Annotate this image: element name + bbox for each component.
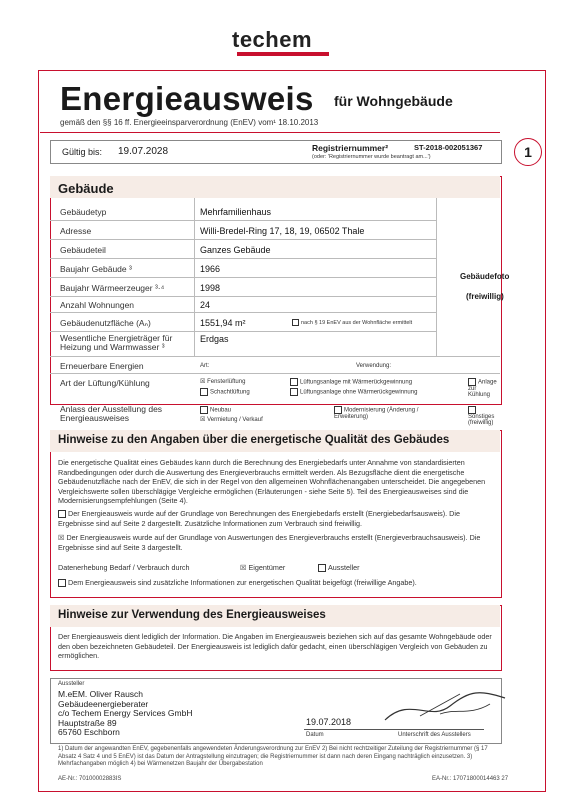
option-zusatzinfo-text: Dem Energieausweis sind zusätzliche Informationen zur energetischen Qualität beigefügt (freiwillige Angabe). [68, 578, 417, 587]
aussteller-option-label: Aussteller [328, 563, 360, 572]
row-label-baujahr-waermeerzeuger: Baujahr Wärmeerzeuger ³·⁴ [60, 283, 165, 293]
option-verbrauchsausweis-text: Der Energieausweis wurde auf der Grundlage von Auswertungen des Energieverbrauchs erstellt (Energieverbrauchsausweis). Die Ergebnisse sind auf Seite 3 dargestellt. [58, 533, 481, 552]
erneuerbar-art: Art: [200, 363, 210, 369]
lueftung-opt-schacht [200, 388, 250, 396]
aussteller-line: M.eEM. Oliver Rausch [58, 689, 144, 699]
option-bedarfsausweis-text: Der Energieausweis wurde auf der Grundlage von Berechnungen des Energiebedarfs erstellt (Energiebedarfsausweis). Die Ergebnisse sind auf Seite 2 dargestellt. Zusätzliche Informationen zum Verbrauch sind freiwillig. [58, 509, 460, 528]
row-divider [50, 312, 436, 313]
law-reference: gemäß den §§ 16 ff. Energieeinsparverordnung (EnEV) vom¹ 18.10.2013 [60, 118, 319, 127]
datenerhebung-label: Datenerhebung Bedarf / Verbrauch durch [58, 563, 190, 572]
logo-underline [237, 52, 329, 56]
gebaeude-heading: Gebäude [58, 181, 114, 196]
row-value-energietraeger: Erdgas [200, 334, 229, 344]
lueftung-opt-label: Schachtlüftung [210, 389, 250, 396]
hinweise-qualitaet-text: Die energetische Qualität eines Gebäudes kann durch die Berechnung des Energiebedarfs unter Annahme von standardisierten Randbedingungen oder durch die Auswertung des Energieverbrauchs ermittelt werden. Als Bezugsfläche dient die energetische Gebäudenutzfläche nach der EnEV, die sich in der Regel von den allgemeinen Wohnflächenangaben unterscheidet. Die angegebenen Vergleichswerte sollen überschlägige Vergleiche ermöglichen (Erläuterungen - siehe Seite 5). Teil des Energieausweises sind die Modernisierungsempfehlungen (Seite 4). [58, 458, 486, 505]
lueftung-opt-label: Lüftungsanlage mit Wärmerückgewinnung [300, 379, 413, 386]
row-divider [50, 331, 436, 332]
lueftung-opt-ohne-wrg [290, 388, 417, 396]
photo-sublabel: (freiwillig) [466, 292, 504, 301]
checkbox-icon [290, 388, 298, 396]
registration-note: (oder: 'Registriernummer wurde beantragt am...') [312, 154, 431, 160]
row-label-erneuerbar: Erneuerbare Energien [60, 361, 144, 371]
row-divider [50, 220, 436, 221]
checkbox-checked-icon: ☒ [200, 379, 206, 385]
gebaeude-header-bg [50, 176, 500, 198]
checkbox-icon [58, 579, 66, 587]
anlass-opt-label: Modernisierung (Änderung / Erweiterung) [334, 407, 419, 420]
row-divider [50, 296, 436, 297]
techem-logo: techem [232, 27, 313, 52]
footnotes: 1) Datum der angewandten EnEV, gegebenenfalls angewendeten Änderungsverordnung zur EnEV 2) Bei nicht rechtzeitiger Zuteilung der Registriernummer (§ 17 Absatz 4 Satz 4 und 5 EnEV) ist das Datum der Antragstellung einzutragen; die Registriernummer ist dann nach deren Eingang nachträglich einzusetzen. 3) Mehrfachangaben möglich 4) bei Wärmenetzen Baujahr der Übergabestation [58, 746, 488, 767]
row-divider [50, 277, 436, 278]
lueftung-opt-label: Anlage zur Kühlung [468, 379, 497, 398]
checkbox-icon [58, 510, 66, 518]
registration-label: Registriernummer² [312, 143, 389, 153]
anlass-opt-label: Sonstiges (freiwillig) [468, 414, 495, 426]
hinweise-verwendung-heading: Hinweise zur Verwendung des Energieausweises [58, 609, 326, 621]
signature-image [380, 686, 510, 728]
row-value-wohnungen: 24 [200, 300, 211, 310]
lueftung-opt-kuehlung [468, 378, 498, 398]
row-divider [50, 356, 500, 357]
row-label-lueftung: Art der Lüftung/Kühlung [60, 378, 150, 388]
title-divider [40, 132, 500, 133]
issue-date: 19.07.2018 [306, 717, 352, 727]
row-value-baujahr: 1966 [200, 264, 221, 274]
an-note-text: nach § 19 EnEV aus der Wohnfläche ermittelt [301, 319, 413, 326]
row-label-gebaeudetyp: Gebäudetyp [60, 207, 107, 217]
row-value-gebaeudetyp: Mehrfamilienhaus [200, 207, 272, 217]
signature-line [304, 729, 484, 730]
date-label: Datum [306, 732, 324, 738]
checkbox-checked-icon: ☒ [200, 417, 206, 423]
checkbox-icon [200, 388, 208, 396]
lueftung-opt-label: Fensterlüftung [207, 379, 246, 385]
checkbox-icon [200, 406, 208, 414]
row-label-nutzflaeche: Gebäudenutzfläche (Aₙ) [60, 318, 151, 328]
checkbox-checked-icon: ☒ [58, 533, 65, 542]
checkbox-icon [318, 564, 326, 572]
aussteller-line: 65760 Eschborn [58, 727, 120, 738]
page-title: Energieausweis [60, 80, 314, 117]
option-verbrauchsausweis [58, 533, 494, 552]
registration-value: ST-2018-002051367 [414, 143, 483, 152]
row-label-energietraeger: Wesentliche Energieträger für Heizung und Warmwasser ³ [60, 333, 173, 352]
row-value-nutzflaeche: 1551,94 m² [200, 318, 246, 328]
photo-label: Gebäudefoto [460, 272, 510, 281]
anlass-opt-sonstiges [468, 406, 498, 426]
row-value-adresse: Willi-Bredel-Ring 17, 18, 19, 06502 Thale [200, 226, 365, 236]
lueftung-opt-label: Lüftungsanlage ohne Wärmerückgewinnung [300, 389, 418, 396]
aussteller-address [58, 690, 192, 738]
checkbox-icon [468, 378, 476, 386]
hinweise-qualitaet-heading: Hinweise zu den Angaben über die energetische Qualität des Gebäudes [58, 434, 450, 446]
option-bedarfsausweis [58, 509, 494, 528]
option-zusatzinfo [58, 578, 494, 588]
ae-number: AE-Nr.: 70100002883IS [58, 776, 122, 782]
row-label-gebaeudeteil: Gebäudeteil [60, 245, 106, 255]
hinweise-verwendung-text: Der Energieausweis dient lediglich der Information. Die Angaben im Energieausweis beziehen sich auf das gesamte Wohngebäude oder den oben bezeichneten Gebäudeteil. Der Energieausweis ist lediglich dafür gedacht, einen überschlägigen Vergleich von Gebäuden zu ermöglichen. [58, 632, 492, 660]
page-subtitle: für Wohngebäude [334, 93, 453, 109]
signature-label: Unterschrift des Ausstellers [398, 732, 471, 738]
datenerhebung-aussteller [318, 563, 360, 573]
lueftung-opt-mit-wrg [290, 378, 412, 386]
anlass-opt-neubau [200, 406, 231, 414]
anlass-opt-vermietung [200, 416, 263, 423]
row-divider [50, 258, 436, 259]
aussteller-line: Hauptstraße 89 [58, 717, 117, 728]
row-divider [50, 373, 500, 374]
valid-until-value: 19.07.2028 [118, 146, 169, 157]
anlass-opt-label: Neubau [210, 407, 232, 414]
aussteller-line: c/o Techem Energy Services GmbH [58, 708, 193, 719]
row-label-anlass: Anlass der Ausstellung des Energieausweises [60, 404, 163, 423]
row-value-baujahr-waermeerzeuger: 1998 [200, 283, 221, 293]
checkbox-icon [468, 406, 476, 414]
checkbox-icon [290, 378, 298, 386]
aussteller-line: Gebäudeenergieberater [58, 698, 149, 709]
datenerhebung-eigentuemer [240, 563, 285, 573]
row-label-baujahr: Baujahr Gebäude ³ [60, 264, 132, 274]
page-number-badge: 1 [514, 138, 542, 166]
row-divider [50, 239, 436, 240]
row-value-gebaeudeteil: Ganzes Gebäude [200, 245, 271, 255]
eigentuemer-label: Eigentümer [248, 563, 286, 572]
ea-number: EA-Nr.: 17071800014463 27 [432, 776, 509, 782]
valid-until-label: Gültig bis: [62, 147, 103, 157]
lueftung-opt-fenster [200, 378, 245, 385]
row-label-wohnungen: Anzahl Wohnungen [60, 300, 135, 310]
an-note [292, 319, 412, 326]
erneuerbar-verwendung: Verwendung: [356, 363, 392, 369]
checkbox-checked-icon: ☒ [240, 563, 247, 572]
anlass-opt-label: Vermietung / Verkauf [207, 417, 263, 423]
anlass-opt-modernisierung [334, 406, 444, 420]
checkbox-icon [334, 406, 342, 414]
row-label-adresse: Adresse [60, 226, 92, 236]
photo-separator [436, 198, 437, 356]
aussteller-label: Aussteller [58, 681, 85, 687]
an-checkbox [292, 319, 299, 326]
